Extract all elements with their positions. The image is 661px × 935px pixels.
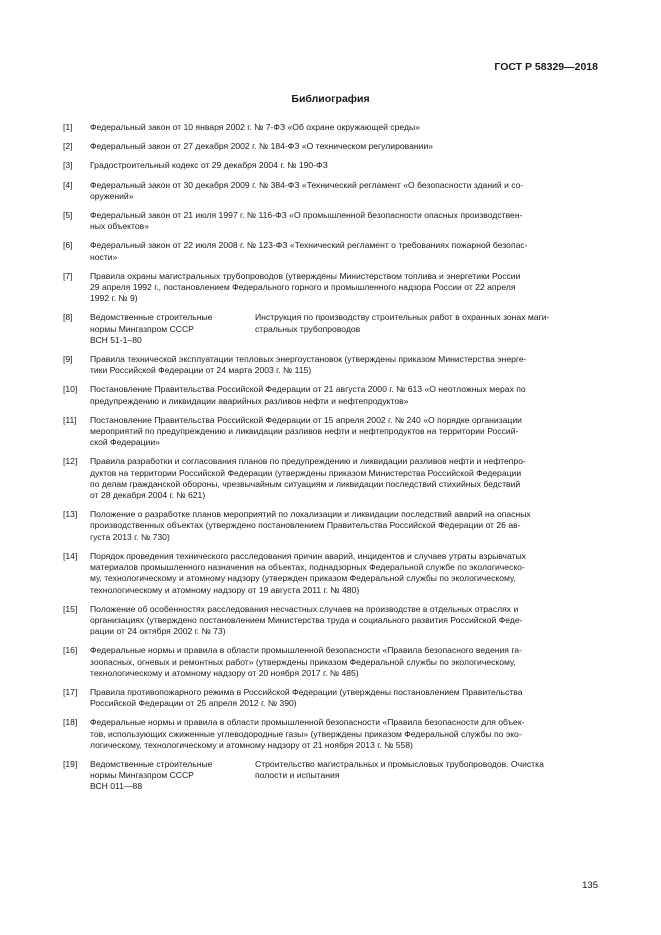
entry-body [90,271,599,305]
entry-text-line: Федеральный закон от 10 января 2002 г. № 7-ФЗ «Об охране окружающей среды» [90,122,420,132]
entry-text-line: 29 апреля 1992 г., постановлением Федерального горного и промышленного надзора России от 22 апреля [90,282,516,293]
bibliography-entry [63,122,599,133]
entry-text-line: Положение об особенностях расследования несчастных случаев на производстве в отдельных отраслях и [90,603,519,614]
entry-source [90,759,255,793]
entry-number: [1] [63,122,73,132]
entry-source [90,312,255,346]
entry-number: [17] [63,686,78,697]
entry-text-line: рации от 24 октября 2002 г. № 73) [90,626,226,637]
bibliography-entry [63,210,599,232]
entry-body [90,604,599,638]
entry-number: [11] [63,414,77,425]
entry-number: [18] [63,717,78,728]
entry-number: [6] [63,240,73,251]
entry-text-line: нормы Мингазпром СССР [90,770,194,781]
entry-text-line: Правила охраны магистральных трубопроводов (утверждены Министерством топлива и энергетики России [90,270,521,281]
entry-number: [15] [63,603,78,614]
entry-text-line: Федеральные нормы и правила в области промышленной безопасности «Правила безопасности для объек- [90,717,525,728]
entry-body [90,210,599,232]
entry-text-line: Российской Федерации от 25 апреля 2012 г. № 390) [90,698,297,709]
entry-text-line: по делам гражданской обороны, чрезвычайным ситуациям и ликвидации последствий стихийных бедствий [90,478,521,489]
bibliography-entry [63,384,599,406]
bibliography-entry [63,687,599,709]
entry-body [90,240,599,262]
entry-number: [5] [63,210,73,221]
entry-body [90,354,599,376]
bibliography-entry [63,354,599,376]
entry-text-line: Правила разработки и согласования планов по предупреждению и ликвидации разливов нефти и нефтепро- [90,456,526,467]
entry-text-line: Положение о разработке планов мероприятий по локализации и ликвидации последствий аварий на опасных [90,509,531,520]
entry-text-line: полости и испытания [255,770,340,781]
entry-number: [12] [63,456,78,467]
bibliography-entry [63,312,599,346]
entry-text-line: Постановление Правительства Российской Федерации от 21 августа 2000 г. № 613 «О неотложных мерах по [90,384,526,395]
entry-text-line: организациях (утверждено постановлением Министерства труда и социального развития Российской Феде- [90,614,523,625]
bibliography-entry [63,551,599,596]
entry-text-line: Федеральный закон от 27 декабря 2002 г. № 184-ФЗ «О техническом регулировании» [90,141,434,152]
entry-text-line: Порядок проведения технического расследования причин аварий, инцидентов и случаев утраты взрывчатых [90,550,526,561]
entry-text-line: Правила технической эксплуатации тепловых энергоустановок (утверждены приказом Министерства энерге- [90,354,527,365]
entry-body-two-column [90,312,599,346]
entry-text-line: Федеральный закон от 30 декабря 2009 г. № 384-ФЗ «Технический регламент «О безопасности зданий и со- [90,179,524,190]
entry-text-line: производственных объектах (утверждено постановлением Правительства Российской Федерации от 26 ав- [90,520,521,531]
entry-number: [8] [63,312,73,323]
bibliography-entry [63,604,599,638]
entry-text-line: зоопасных, огневых и ремонтных работ» (утверждены приказом Федеральной службы по экологическому, [90,656,516,667]
entry-text-line: от 28 декабря 2004 г. № 621) [90,490,206,501]
entry-text-line: ных объектов» [90,221,149,232]
entry-text-line: ности» [90,251,118,262]
bibliography-entry [63,240,599,262]
entry-body [90,509,599,543]
entry-number: [2] [63,141,73,152]
entry-text-line: тов, использующих сжиженные углеводородные газы» (утверждены приказом Федеральной службы по эко- [90,728,522,739]
entry-text-line: Федеральный закон от 22 июля 2008 г. № 123-ФЗ «Технический регламент о требованиях пожарной безопас- [90,240,528,251]
page-number: 135 [582,880,598,891]
entry-text-line: Ведомственные строительные [90,312,213,323]
entry-text-line: мероприятий по предупреждению и ликвидации разливов нефти и нефтепродуктов на территории Россий- [90,426,519,437]
entry-body [90,384,599,406]
entry-text-line: логическому, технологическому и атомному надзору от 21 ноября 2013 г. № 558) [90,739,413,750]
entry-text-line: Строительство магистральных и промысловых трубопроводов. Очистка [255,758,544,769]
entry-title [255,759,599,793]
bibliography-entry [63,271,599,305]
entry-text-line: ВСН 51-1–80 [90,334,142,345]
entry-text-line: нормы Мингазпром СССР [90,323,194,334]
entry-number: [9] [63,354,73,365]
bibliography-entry [63,180,599,202]
entry-number: [16] [63,645,78,656]
entry-text-line: тики Российской Федерации от 24 марта 2003 г. № 115) [90,365,312,376]
entry-text-line: Федеральные нормы и правила в области промышленной безопасности «Правила безопасного ведения га- [90,645,522,656]
entry-number: [14] [63,550,78,561]
entry-body [90,122,599,133]
entry-text-line: технологическому и атомному надзору от 20 ноября 2017 г. № 485) [90,667,359,678]
entry-body [90,456,599,501]
entry-text-line: предупреждению и ликвидации аварийных разливов нефти и нефтепродуктов» [90,395,409,406]
entry-text-line: ВСН 011—88 [90,781,143,792]
entry-text-line: густа 2013 г. № 730) [90,531,170,542]
entry-text-line: материалов промышленного назначения на объектах, поднадзорных Федеральной службе по экологическо- [90,562,525,573]
entry-number: [7] [63,270,73,281]
bibliography-entry [63,160,599,171]
bibliography-entry [63,717,599,751]
bibliography-list [63,122,599,801]
entry-text-line: Инструкция по производству строительных работ в охранных зонах маги- [255,312,550,323]
entry-text-line: Ведомственные строительные [90,758,213,769]
entry-body [90,717,599,751]
entry-text-line: Постановление Правительства Российской Федерации от 15 апреля 2002 г. № 240 «О порядке организации [90,414,522,425]
bibliography-entry [63,456,599,501]
bibliography-entry [63,759,599,793]
entry-text-line: Правила противопожарного режима в Российской Федерации (утверждены постановлением Правительства [90,686,523,697]
entry-title [255,312,599,346]
entry-number: [13] [63,509,78,520]
entry-text-line: оружений» [90,190,134,201]
entry-number: [19] [63,758,78,769]
entry-text-line: Градостроительный кодекс от 29 декабря 2004 г. № 190-ФЗ [90,160,328,171]
entry-body [90,645,599,679]
entry-number: [3] [63,160,73,171]
entry-body-two-column [90,759,599,793]
entry-text-line: 1992 г. № 9) [90,293,138,304]
bibliography-entry [63,645,599,679]
entry-body [90,551,599,596]
bibliography-entry [63,509,599,543]
section-title: Библиография [291,93,370,105]
entry-number: [4] [63,179,73,190]
entry-text-line: стральных трубопроводов [255,323,361,334]
entry-text-line: дуктов на территории Российской Федерации (утверждены приказом Министерства Российской Федерации [90,467,522,478]
document-code: ГОСТ Р 58329—2018 [494,61,598,73]
entry-number: [10] [63,384,78,395]
entry-text-line: ской Федерации» [90,437,160,448]
bibliography-entry [63,141,599,152]
entry-body [90,687,599,709]
entry-body [90,160,599,171]
entry-text-line: му, технологическому и атомному надзору (утвержден приказом Федеральной службы по экологическому, [90,573,516,584]
bibliography-entry [63,415,599,449]
entry-body [90,180,599,202]
entry-text-line: технологическому и атомному надзору от 19 августа 2011 г. № 480) [90,584,360,595]
entry-text-line: Федеральный закон от 21 июля 1997 г. № 116-ФЗ «О промышленной безопасности опасных производствен- [90,210,523,221]
entry-body [90,415,599,449]
entry-body [90,141,599,152]
